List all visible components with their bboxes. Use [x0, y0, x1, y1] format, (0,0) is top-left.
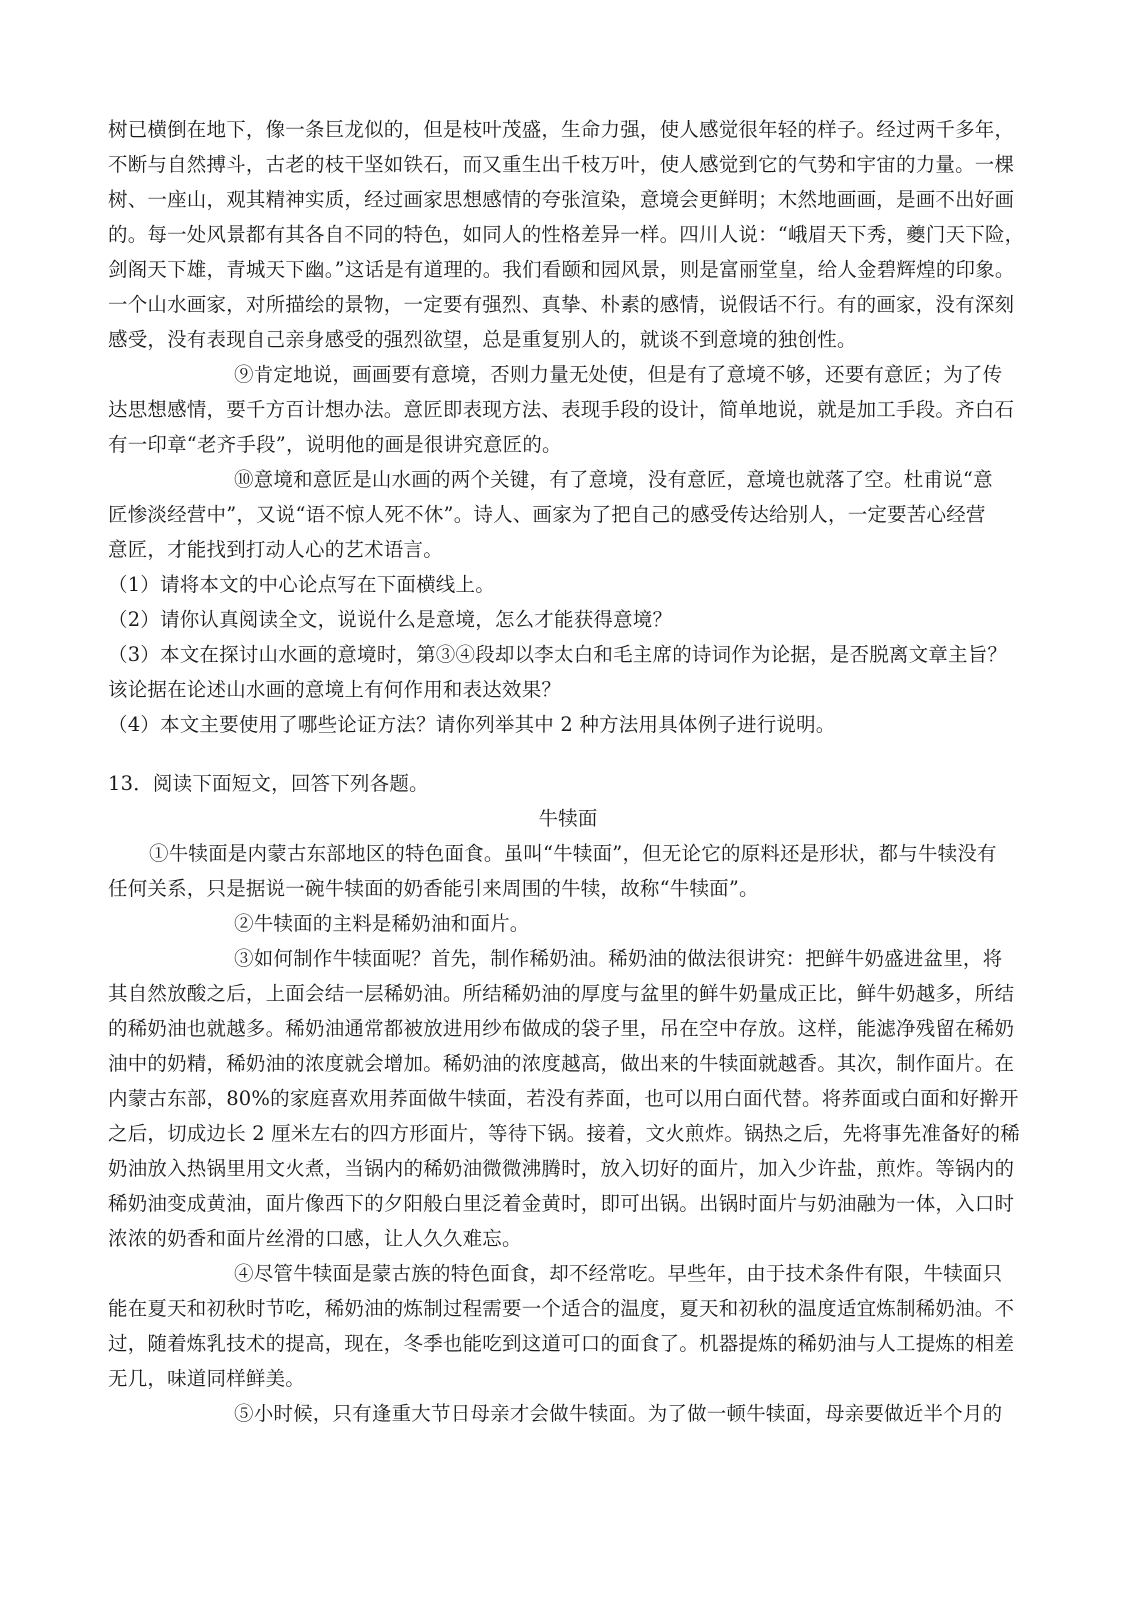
- text-line: 匠惨淡经营中”，又说“语不惊人死不休”。诗人、画家为了把自己的感受传达给别人，一定要苦心经营: [108, 503, 986, 526]
- text-line: 奶油放入热锅里用文火煮，当锅内的稀奶油微微沸腾时，放入切好的面片，加入少许盐，煎炸。等锅内的: [108, 1157, 1015, 1180]
- article-paragraph-8: [108, 112, 1028, 357]
- text-line: ⑤小时候，只有逢重大节日母亲才会做牛犊面。为了做一顿牛犊面，母亲要做近半个月的: [234, 1402, 1003, 1425]
- text-line: ③如何制作牛犊面呢？首先，制作稀奶油。稀奶油的做法很讲究：把鲜牛奶盛进盆里，将: [234, 947, 1003, 970]
- text-line: 之后，切成边长 2 厘米左右的四方形面片，等待下锅。接着，文火煎炸。锅热之后，先将事先准备好的稀: [108, 1122, 1020, 1145]
- text-line: 任何关系，只是据说一碗牛犊面的奶香能引来周围的牛犊，故称“牛犊面”。: [108, 877, 759, 900]
- text-line: ⑩意境和意匠是山水画的两个关键，有了意境，没有意匠，意境也就落了空。杜甫说“意: [234, 468, 993, 491]
- passage-paragraph-1: [108, 836, 1028, 906]
- text-line: 内蒙古东部，80%的家庭喜欢用荞面做牛犊面，若没有荞面，也可以用白面代替。将荞面或白面和好擀开: [108, 1087, 1019, 1110]
- article-paragraph-9: [108, 357, 1028, 462]
- passage-paragraph-5: [108, 1396, 1028, 1431]
- question-item: （4）本文主要使用了哪些论证方法？请你列举其中 2 种方法用具体例子进行说明。: [108, 713, 836, 736]
- text-line: ⑨肯定地说，画画要有意境，否则力量无处使，但是有了意境不够，还要有意匠；为了传: [234, 363, 1003, 386]
- text-line: 油中的奶精，稀奶油的浓度就会增加。稀奶油的浓度越高，做出来的牛犊面就越香。其次，制作面片。在: [108, 1052, 1015, 1075]
- text-line: 的稀奶油也就越多。稀奶油通常都被放进用纱布做成的袋子里，吊在空中存放。这样，能滤净残留在稀奶: [108, 1017, 1015, 1040]
- text-line: 的。每一处风景都有其各自不同的特色，如同人的性格差异一样。四川人说：“峨眉天下秀，夔门天下险，: [108, 223, 1025, 246]
- text-line: 感受，没有表现自己亲身感受的强烈欲望，总是重复别人的，就谈不到意境的独创性。: [108, 328, 857, 351]
- question-list: [108, 567, 1028, 742]
- passage-paragraph-4: [108, 1256, 1028, 1396]
- passage-paragraph-3: [108, 941, 1028, 1256]
- text-line: 剑阁天下雄，青城天下幽。”这话是有道理的。我们看颐和园风景，则是富丽堂皇，给人金碧辉煌的印象。: [108, 258, 1015, 281]
- text-line: 树、一座山，观其精神实质，经过画家思想感情的夸张渲染，意境会更鲜明；木然地画画，是画不出好画: [108, 188, 1015, 211]
- text-line: 其自然放酸之后，上面会结一层稀奶油。所结稀奶油的厚度与盆里的鲜牛奶量成正比，鲜牛奶越多，所结: [108, 982, 1015, 1005]
- text-line: 稀奶油变成黄油，面片像西下的夕阳般白里泛着金黄时，即可出锅。出锅时面片与奶油融为一体，入口时: [108, 1192, 1015, 1215]
- text-line: 达思想感情，要千方百计想办法。意匠即表现方法、表现手段的设计，简单地说，就是加工手段。齐白石: [108, 398, 1015, 421]
- text-line: ①牛犊面是内蒙古东部地区的特色面食。虽叫“牛犊面”，但无论它的原料还是形状，都与牛犊没有: [149, 842, 997, 865]
- question-item: （1）请将本文的中心论点写在下面横线上。: [108, 573, 495, 596]
- question-item: （3）本文在探讨山水画的意境时，第③④段却以李太白和毛主席的诗词作为论据，是否脱离文章主旨？: [108, 643, 1008, 666]
- question-item: 该论据在论述山水画的意境上有何作用和表达效果？: [108, 678, 562, 701]
- text-line: 不断与自然搏斗，古老的枝干坚如铁石，而又重生出千枝万叶，使人感觉到它的气势和宇宙的力量。一棵: [108, 153, 1015, 176]
- text-line: 有一印章“老齐手段”，说明他的画是很讲究意匠的。: [108, 433, 562, 456]
- document-page: [108, 112, 1028, 1431]
- text-line: 过，随着炼乳技术的提高，现在，冬季也能吃到这道可口的面食了。机器提炼的稀奶油与人工提炼的相差: [108, 1332, 1015, 1355]
- passage-paragraph-2: [108, 906, 1028, 941]
- text-line: 能在夏天和初秋时节吃，稀奶油的炼制过程需要一个适合的温度，夏天和初秋的温度适宜炼制稀奶油。不: [108, 1297, 1015, 1320]
- article-paragraph-10: [108, 462, 1028, 567]
- text-line: 一个山水画家，对所描绘的景物，一定要有强烈、真挚、朴素的感情，说假话不行。有的画家，没有深刻: [108, 293, 1015, 316]
- question-13-heading: 13．阅读下面短文，回答下列各题。: [108, 772, 429, 795]
- text-line: 意匠，才能找到打动人心的艺术语言。: [108, 538, 443, 561]
- text-line: 树已横倒在地下，像一条巨龙似的，但是枝叶茂盛，生命力强，使人感觉很年轻的样子。经过两千多年，: [108, 118, 1015, 141]
- text-line: ②牛犊面的主料是稀奶油和面片。: [234, 912, 530, 935]
- text-line: ④尽管牛犊面是蒙古族的特色面食，却不经常吃。早些年，由于技术条件有限，牛犊面只: [234, 1262, 1003, 1285]
- text-line: 无几，味道同样鲜美。: [108, 1367, 306, 1390]
- passage-title: 牛犊面: [538, 807, 598, 830]
- question-item: （2）请你认真阅读全文，说说什么是意境，怎么才能获得意境？: [108, 608, 673, 631]
- text-line: 浓浓的奶香和面片丝滑的口感，让人久久难忘。: [108, 1227, 522, 1250]
